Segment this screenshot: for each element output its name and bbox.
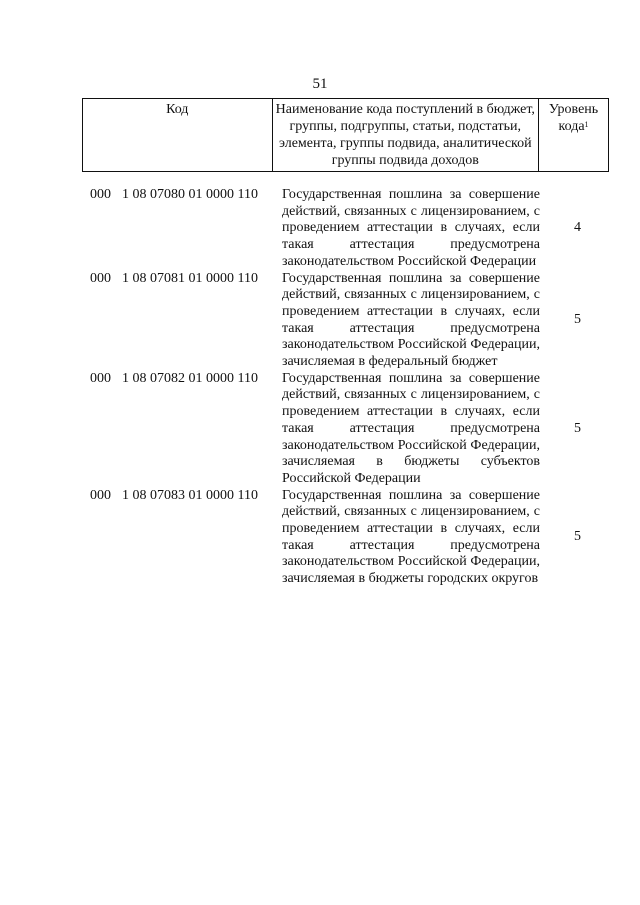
- table-header: [82, 98, 609, 172]
- header-level: [539, 99, 609, 172]
- code-level: 5: [574, 420, 581, 436]
- code-name: Государственная пошлина за совершение действий, связанных с лицензированием, с проведением аттестации в случаях, если такая аттестация предусмотрена законодательством Российской Федерации, зачисляемая в бюджеты субъектов Российской Федерации: [282, 370, 540, 486]
- admin-code: 000: [90, 370, 111, 386]
- code-name: Государственная пошлина за совершение действий, связанных с лицензированием, с проведением аттестации в случаях, если такая аттестация предусмотрена законодательством Российской Федерации, зачисляемая в бюджеты городских округов: [282, 487, 540, 587]
- table-row: [82, 187, 609, 271]
- header-level-label: Уровень кода: [548, 102, 599, 134]
- header-name: Наименование кода поступлений в бюджет, группы, подгруппы, статьи, подстатьи, элемента, группы подвида, аналитической группы подвида доходов: [272, 99, 539, 172]
- table-row: [82, 271, 609, 371]
- table-body: [82, 187, 609, 588]
- budget-code: 1 08 07083 01 0000 110: [122, 487, 258, 503]
- header-code: Код: [83, 99, 273, 172]
- budget-code: 1 08 07080 01 0000 110: [122, 187, 258, 202]
- admin-code: 000: [90, 270, 111, 286]
- code-name: Государственная пошлина за совершение действий, связанных с лицензированием, с проведением аттестации в случаях, если такая аттестация предусмотрена законодательством Российской Федерации: [282, 187, 540, 269]
- admin-code: 000: [90, 487, 111, 503]
- table-row: [82, 488, 609, 588]
- admin-code: 000: [90, 187, 111, 202]
- table-row: [82, 371, 609, 488]
- footnote-marker: 1: [584, 120, 589, 129]
- budget-code: 1 08 07081 01 0000 110: [122, 270, 258, 286]
- code-level: 5: [574, 312, 581, 328]
- code-level: 5: [574, 529, 581, 545]
- code-level: 4: [574, 220, 581, 236]
- page-number: 51: [312, 76, 328, 92]
- code-name: Государственная пошлина за совершение действий, связанных с лицензированием, с проведением аттестации в случаях, если такая аттестация предусмотрена законодательством Российской Федерации, зачисляемая в федеральный бюджет: [282, 270, 540, 370]
- budget-code: 1 08 07082 01 0000 110: [122, 370, 258, 386]
